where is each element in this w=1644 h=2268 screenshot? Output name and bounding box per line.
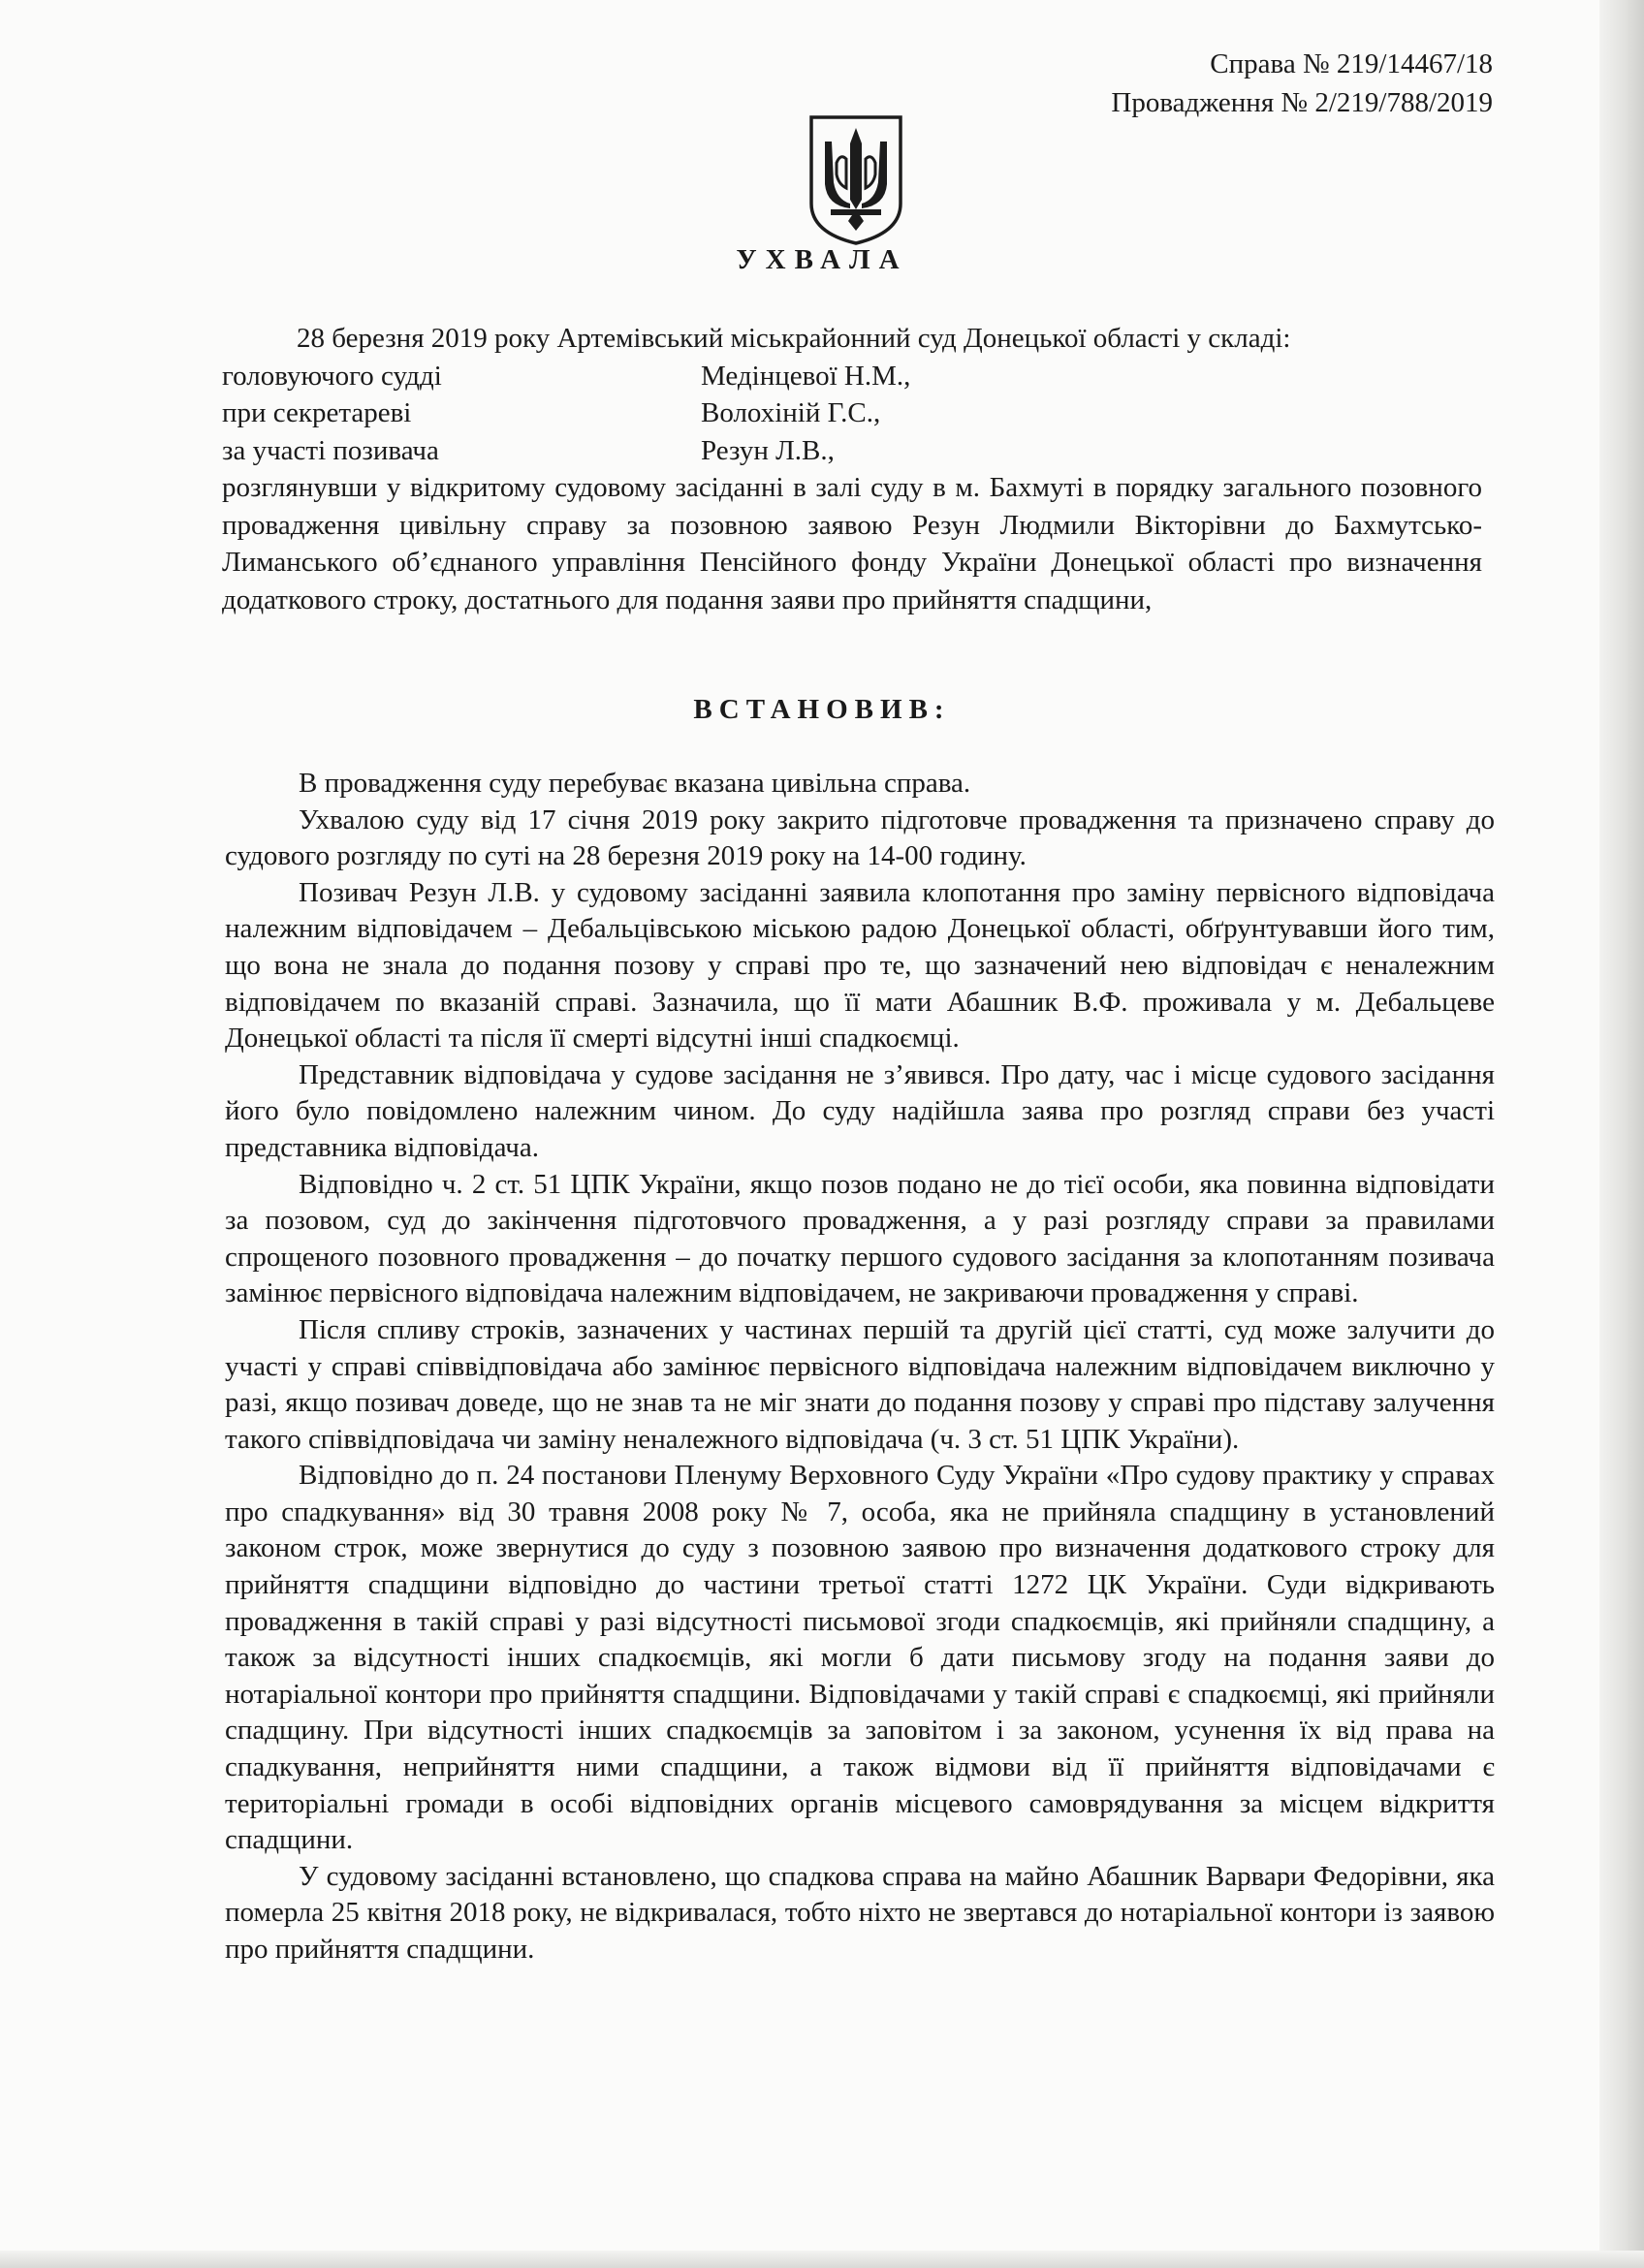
body-paragraph: У судовому засіданні встановлено, що спадкова справа на майно Абашник Варвари Федорівни, яка померла 25 квітня 2018 року, не відкривалася, тобто ніхто не звертався до нотаріальної контори із заявою про прийняття спадщини.	[225, 1860, 1495, 1965]
intro-text: розглянувши у відкритому судовому засіданні в залі суду в м. Бахмуті в порядку загального позовного провадження цивільну справу за позовною заявою Резун Людмили Вікторівни до Бахмутсько-Лиманського об’єднаного управління Пенсійного фонду України Донецької області про визначення додаткового строку, достатнього для подання заяви про прийняття спадщини,	[222, 472, 1482, 615]
composition-label: за участі позивача	[222, 434, 439, 466]
body-paragraph: Представник відповідача у судове засідання не з’явився. Про дату, час і місце судового засідання його було повідомлено належним чином. До суду надійшла заява про розгляд справи без участі представника відповідача.	[225, 1058, 1495, 1163]
composition-value: Резун Л.В.,	[701, 434, 835, 466]
scan-edge-shadow-bottom	[0, 2251, 1644, 2268]
composition-value: Волохіній Г.С.,	[701, 397, 881, 428]
intro-opening: 28 березня 2019 року Артемівський міськрайонний суд Донецької області у складі:	[297, 323, 1291, 354]
court-composition-row	[222, 358, 1482, 395]
section-title: ВСТАНОВИВ:	[693, 694, 951, 725]
composition-label: при секретареві	[222, 397, 412, 428]
document-title: УХВАЛА	[736, 244, 908, 275]
case-number: Справа № 219/14467/18	[1210, 48, 1493, 79]
coat-of-arms-trident-icon	[807, 114, 904, 246]
scan-edge-shadow	[1599, 0, 1644, 2268]
proceeding-number: Провадження № 2/219/788/2019	[1111, 87, 1493, 118]
ruling-intro	[222, 320, 1482, 618]
body-paragraph: Відповідно ч. 2 ст. 51 ЦПК України, якщо позов подано не до тієї особи, яка повинна відповідати за позовом, суд до закінчення підготовчого провадження, а у разі розгляду справи за правилами спрощеного позовного провадження – до початку першого судового засідання за клопотанням позивача замінює первісного відповідача належним відповідачем, не закриваючи провадження у справі.	[225, 1168, 1495, 1309]
case-header	[1111, 45, 1493, 122]
court-composition-row	[222, 394, 1482, 432]
composition-value: Медінцевої Н.М.,	[701, 360, 911, 392]
body-paragraph: Ухвалою суду від 17 січня 2019 року закрито підготовче провадження та призначено справу до судового розгляду по суті на 28 березня 2019 року на 14-00 годину.	[225, 803, 1495, 872]
composition-label: головуючого судді	[222, 360, 442, 392]
court-composition-row	[222, 432, 1482, 470]
body-paragraph: Після спливу строків, зазначених у частинах першій та другій цієї статті, суд може залучити до участі у справі співвідповідача або замінює первісного відповідача належним відповідачем виключно у разі, якщо позивач доведе, що не знав та не міг знати до подання позову у справі про підставу залучення такого співвідповідача чи заміну неналежного відповідача (ч. 3 ст. 51 ЦПК України).	[225, 1313, 1495, 1455]
body-paragraph: В провадження суду перебуває вказана цивільна справа.	[299, 768, 971, 799]
body-paragraph: Відповідно до п. 24 постанови Пленуму Верховного Суду України «Про судову практику у справах про спадкування» від 30 травня 2008 року № 7, особа, яка не прийняла спадщину в установлений законом строк, може звернутися до суду з позовною заявою про визначення додаткового строку для прийняття спадщини відповідно до частини третьої статті 1272 ЦК України. Суди відкривають провадження в такій справі у разі відсутності письмової згоди спадкоємців, які прийняли спадщину, а також за відсутності інших спадкоємців, які могли б дати письмову згоду на подання заяви до нотаріальної контори про прийняття спадщини. Відповідачами у такій справі є спадкоємці, які прийняли спадщину. При відсутності інших спадкоємців за заповітом і за законом, усунення їх від права на спадкування, неприйняття ними спадщини, а також відмови від її прийняття відповідачами є територіальні громади в особі відповідних органів місцевого самоврядування за місцем відкриття спадщини.	[225, 1460, 1495, 1856]
body-paragraph: Позивач Резун Л.В. у судовому засіданні заявила клопотання про заміну первісного відповідача належним відповідачем – Дебальцівською міською радою Донецької області, обґрунтувавши його тим, що вона не знала до подання позову у справі про те, що зазначений нею відповідач є неналежним відповідачем по вказаній справі. Зазначила, що її мати Абашник В.Ф. проживала у м. Дебальцеве Донецької області та після її смерті відсутні інші спадкоємці.	[225, 876, 1495, 1055]
ruling-body	[225, 766, 1495, 1969]
